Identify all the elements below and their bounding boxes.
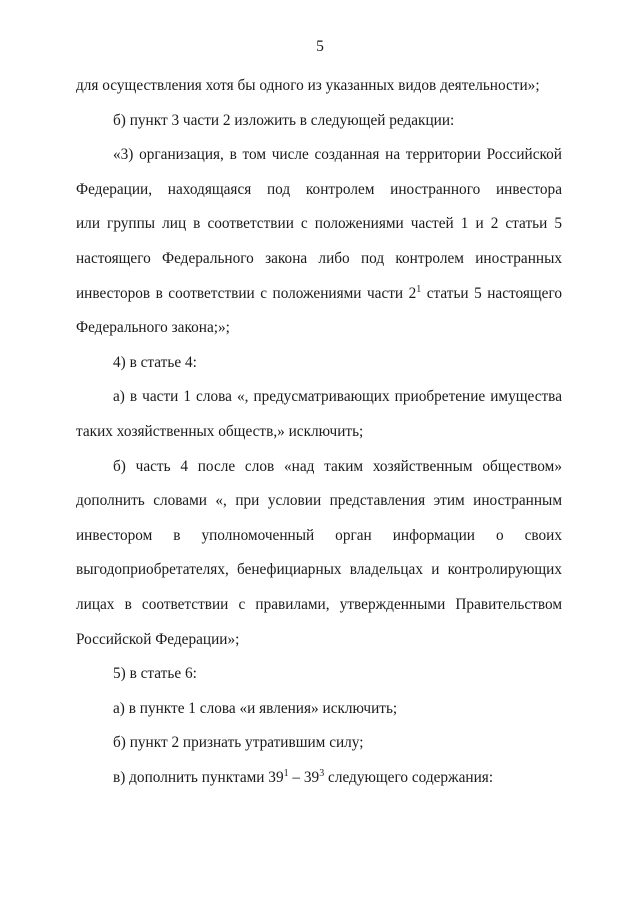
text-fragment: следующего содержания:	[324, 768, 494, 786]
paragraph-item-4	[76, 346, 562, 381]
text-line: б) пункт 2 признать утратившим силу;	[113, 734, 364, 752]
text-fragment: статьи 5 настоящего	[421, 284, 562, 302]
text-line-with-superscript	[76, 761, 562, 796]
text-line: выгодоприобретателях, бенефициарных владельцах и контролирующих	[76, 561, 562, 579]
text-line: 4) в статье 4:	[113, 353, 197, 371]
text-line: для осуществления хотя бы одного из указанных видов деятельности»;	[76, 77, 540, 94]
text-line: настоящего Федерального закона либо под контролем иностранных	[76, 249, 562, 267]
document-body	[76, 69, 562, 795]
page-number: 5	[316, 38, 324, 55]
paragraph-item-v-points	[76, 761, 562, 796]
text-line-with-superscript	[76, 277, 562, 312]
superscript: 1	[283, 767, 289, 779]
text-line: б) пункт 3 части 2 изложить в следующей редакции:	[113, 111, 455, 129]
text-line: дополнить словами «, при условии представления этим иностранным	[76, 492, 562, 510]
text-line: инвестором в уполномоченный орган информации о своих	[76, 526, 562, 544]
paragraph-continuation	[76, 69, 562, 104]
text-fragment: инвесторов в соответствии с положениями части 2	[76, 284, 417, 302]
text-line: Федерации, находящаяся под контролем иностранного инвестора	[76, 180, 562, 198]
text-line: или группы лиц в соответствии с положениями частей 1 и 2 статьи 5	[76, 215, 562, 233]
paragraph-item-a-point-1	[76, 692, 562, 727]
text-line: лицах в соответствии с правилами, утвержденными Правительством	[76, 595, 562, 613]
text-line: таких хозяйственных обществ,» исключить;	[76, 422, 364, 440]
text-line: «3) организация, в том числе созданная на территории Российской	[113, 146, 562, 164]
superscript: 3	[319, 767, 325, 779]
text-line: б) часть 4 после слов «над таким хозяйственным обществом»	[113, 457, 562, 475]
paragraph-item-5	[76, 657, 562, 692]
paragraph-item-b-part-4	[76, 450, 562, 658]
paragraph-item-a	[76, 380, 562, 449]
superscript: 1	[416, 283, 422, 295]
text-line: 5) в статье 6:	[113, 665, 197, 683]
paragraph-item-b	[76, 104, 562, 139]
paragraph-item-b-point-2	[76, 726, 562, 761]
text-fragment: в) дополнить пунктами 39	[113, 768, 284, 786]
paragraph-quoted-item-3	[76, 138, 562, 346]
text-fragment: – 39	[288, 768, 320, 786]
text-line: Федерального закона;»;	[76, 319, 230, 337]
text-line: а) в пункте 1 слова «и явления» исключить;	[113, 699, 398, 717]
text-line: а) в части 1 слова «, предусматривающих приобретение имущества	[113, 388, 562, 406]
text-line: Российской Федерации»;	[76, 630, 240, 648]
